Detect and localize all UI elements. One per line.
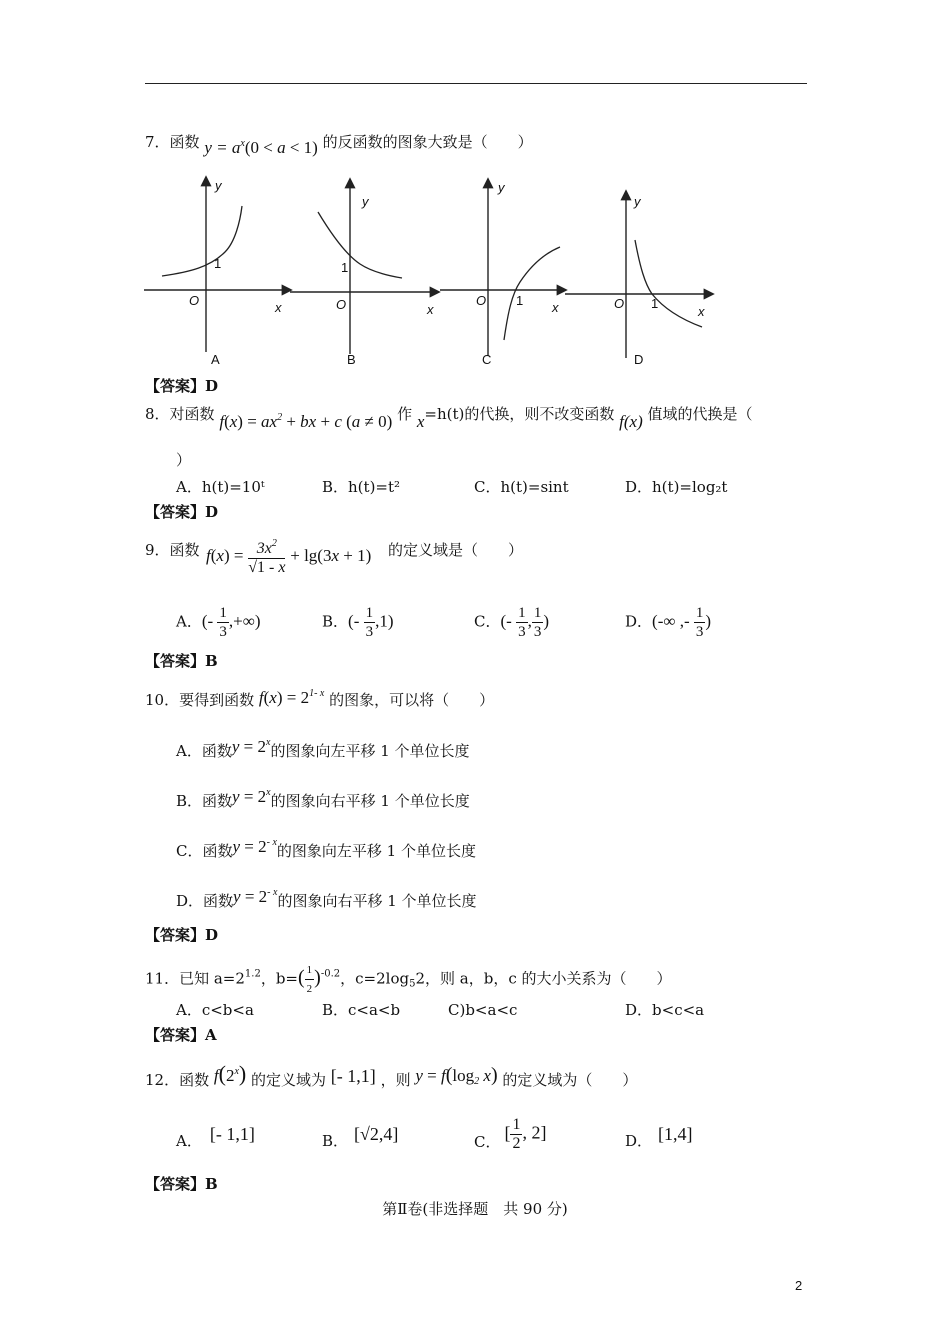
graph-b-origin: O (336, 297, 347, 312)
q7-graphs (140, 172, 730, 372)
q12-option-d: D． [1,4] (625, 1124, 693, 1150)
section-title: 第Ⅱ卷(非选择题 共 90 分) (382, 1200, 568, 1218)
q12-answer: 【答案】B (145, 1175, 218, 1193)
graph-d-y-label: y (634, 194, 641, 209)
q8-close-paren: ） (176, 451, 192, 469)
q10-option-b: B．函数$y = 2^x$的图象向右平移 1 个单位长度 (176, 787, 470, 810)
q12-option-c: C． [ $\frac{1}{2}$ , 2] (474, 1116, 547, 1152)
graph-a-origin: O (189, 293, 200, 308)
q10-option-a: A．函数$y = 2^x$的图象向左平移 1 个单位长度 (176, 737, 470, 760)
q7-formula: $y = a^x(0 < a < 1)$ (204, 138, 318, 157)
graph-c-label: C (482, 352, 492, 367)
graph-a-label: A (211, 352, 220, 367)
graph-c-origin: O (476, 293, 487, 308)
graph-c-x-label: x (552, 300, 559, 315)
graph-b-label: B (347, 352, 356, 367)
graph-b-tick: 1 (341, 260, 349, 275)
q12-stem: 12．函数 f(2$^x$) 的定义域为 [- 1,1] ，则 $y = f(\log_2$ x) 的定义域为（ ） (145, 1061, 638, 1089)
graph-d-tick: 1 (651, 296, 659, 311)
q9-formula: f(x) = $\frac{3x^2}{√1 - x}$ + lg(3x + 1) (206, 535, 371, 577)
graph-b-x-label: x (427, 302, 434, 317)
q11-option-c: C)b<a<c (448, 1001, 518, 1019)
q10-answer: 【答案】D (145, 926, 219, 944)
q9-stem: 9．函数 (145, 541, 200, 559)
header-rule (145, 83, 807, 84)
q11-option-a: A．c<b<a (176, 1001, 254, 1019)
q11-stem: 11．已知 $a=2^{1.2}$，b=( $\frac{1}{2}$ )$^{-0.2}$，$c=2\log_52$，则 a，b，c 的大小关系为（ ） (145, 961, 672, 998)
graph-a-x-label: x (275, 300, 282, 315)
q8-option-a: A．h(t)=10ᵗ (176, 478, 265, 496)
graph-a-y-label: y (215, 178, 222, 193)
q7-stem: 7．函数 $y = a^x(0 < a < 1)$ 的反函数的图象大致是（ ） (145, 133, 533, 157)
graph-d-origin: O (614, 296, 625, 311)
q9-option-c: C．(- $\frac{1}{3}$ , $\frac{1}{3}$ ) (474, 605, 549, 640)
q10-stem: 10．要得到函数 $f(x) = 2^{1- x}$ 的图象，可以将（ ） (145, 688, 495, 709)
graph-c-tick: 1 (516, 293, 524, 308)
q9-answer: 【答案】B (145, 652, 218, 670)
q11-option-b: B．c<a<b (322, 1001, 401, 1019)
q8-option-c: C．h(t)=sint (474, 478, 569, 496)
q9-tail: 的定义域是（ ） (388, 541, 524, 559)
q9-option-b: B．(- $\frac{1}{3}$ ,1) (322, 605, 394, 640)
graph-d-x-label: x (698, 304, 705, 319)
page-number: 2 (795, 1278, 803, 1293)
graph-c (440, 180, 565, 356)
graph-d-label: D (634, 352, 644, 367)
q9-option-d: D．(-∞ ,- $\frac{1}{3}$ ) (625, 605, 712, 640)
q8-option-d: D．h(t)=log₂t (625, 478, 728, 496)
graph-d (565, 192, 712, 358)
q9-option-a: A．(- $\frac{1}{3}$ ,+∞) (176, 605, 261, 640)
graph-b-y-label: y (362, 194, 369, 209)
graph-a-tick: 1 (214, 256, 222, 271)
q12-option-a: A． [- 1,1] (176, 1124, 255, 1150)
q11-answer: 【答案】A (145, 1026, 217, 1044)
q10-option-d: D．函数$y = 2^{- x}$的图象向右平移 1 个单位长度 (176, 887, 477, 910)
q7-answer: 【答案】D (145, 377, 219, 395)
graph-c-y-label: y (498, 180, 505, 195)
q10-option-c: C．函数$y = 2^{- x}$的图象向左平移 1 个单位长度 (176, 837, 476, 860)
q8-answer: 【答案】D (145, 503, 219, 521)
q8-stem: 8．对函数 $f(x) = ax^2$ + bx + c (a ≠ 0) 作 x=h(t)的代换，则不改变函数 f(x) 值域的代换是（ (145, 405, 753, 431)
q11-option-d: D．b<c<a (625, 1001, 705, 1019)
q12-option-b: B． [√2,4] (322, 1124, 399, 1150)
q8-option-b: B．h(t)=t² (322, 478, 401, 496)
